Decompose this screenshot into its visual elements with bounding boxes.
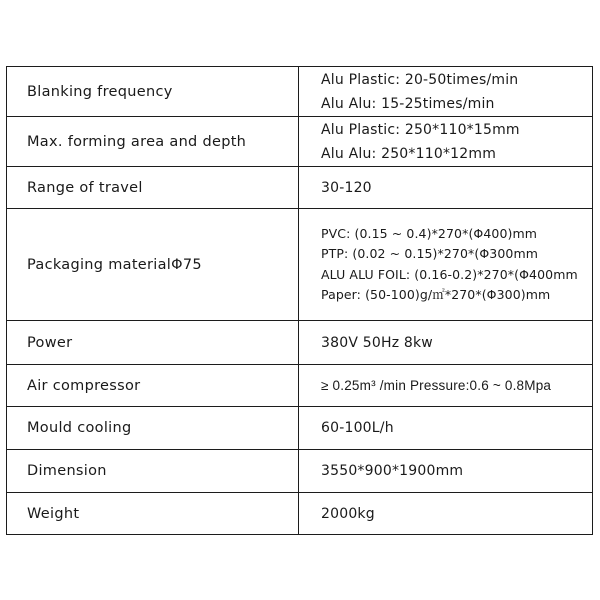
table-row	[7, 407, 593, 450]
value-line: Alu Plastic: 250*110*15mm	[321, 121, 520, 138]
value-line: 60-100L/h	[321, 420, 394, 436]
row-label: Weight	[7, 493, 299, 535]
row-value	[299, 167, 593, 209]
value-line: PTP: (0.02 ~ 0.15)*270*(Φ300mm	[321, 246, 539, 261]
row-label: Packaging materialΦ75	[7, 209, 299, 321]
value-line: 30-120	[321, 179, 372, 196]
table-row	[7, 209, 593, 321]
row-value	[299, 450, 593, 493]
value-line: PVC: (0.15 ~ 0.4)*270*(Φ400)mm	[321, 225, 538, 241]
row-label: Dimension	[7, 450, 299, 493]
value-line: Alu Alu: 15-25times/min	[321, 95, 495, 112]
row-value	[299, 67, 593, 117]
value-line: 2000kg	[321, 505, 375, 522]
table-row	[7, 365, 593, 407]
row-label: Range of travel	[7, 167, 299, 209]
table-row	[7, 117, 593, 167]
value-line: 380V 50Hz 8kw	[321, 334, 433, 351]
row-value	[299, 493, 593, 535]
row-value	[299, 117, 593, 167]
row-value	[299, 209, 593, 321]
table-row	[7, 493, 593, 535]
row-value	[299, 365, 593, 407]
value-line: 3550*900*1900mm	[321, 463, 464, 479]
row-label: Mould cooling	[7, 407, 299, 450]
row-label: Power	[7, 321, 299, 365]
value-line: Alu Alu: 250*110*12mm	[321, 145, 497, 162]
table-row	[7, 321, 593, 365]
row-label: Max. forming area and depth	[7, 117, 299, 167]
row-label: Air compressor	[7, 365, 299, 407]
value-line: ALU ALU FOIL: (0.16-0.2)*270*(Φ400mm	[321, 266, 578, 282]
specification-table	[6, 66, 593, 535]
value-line: Paper: (50-100)g/㎡*270*(Φ300)mm	[321, 287, 551, 302]
table-row	[7, 167, 593, 209]
row-label: Blanking frequency	[7, 67, 299, 117]
table-row	[7, 450, 593, 493]
value-line: Alu Plastic: 20-50times/min	[321, 71, 519, 88]
table-row	[7, 67, 593, 117]
value-line: ≥ 0.25m³ /min Pressure:0.6 ~ 0.8Mpa	[321, 377, 552, 393]
row-value	[299, 321, 593, 365]
row-value	[299, 407, 593, 450]
